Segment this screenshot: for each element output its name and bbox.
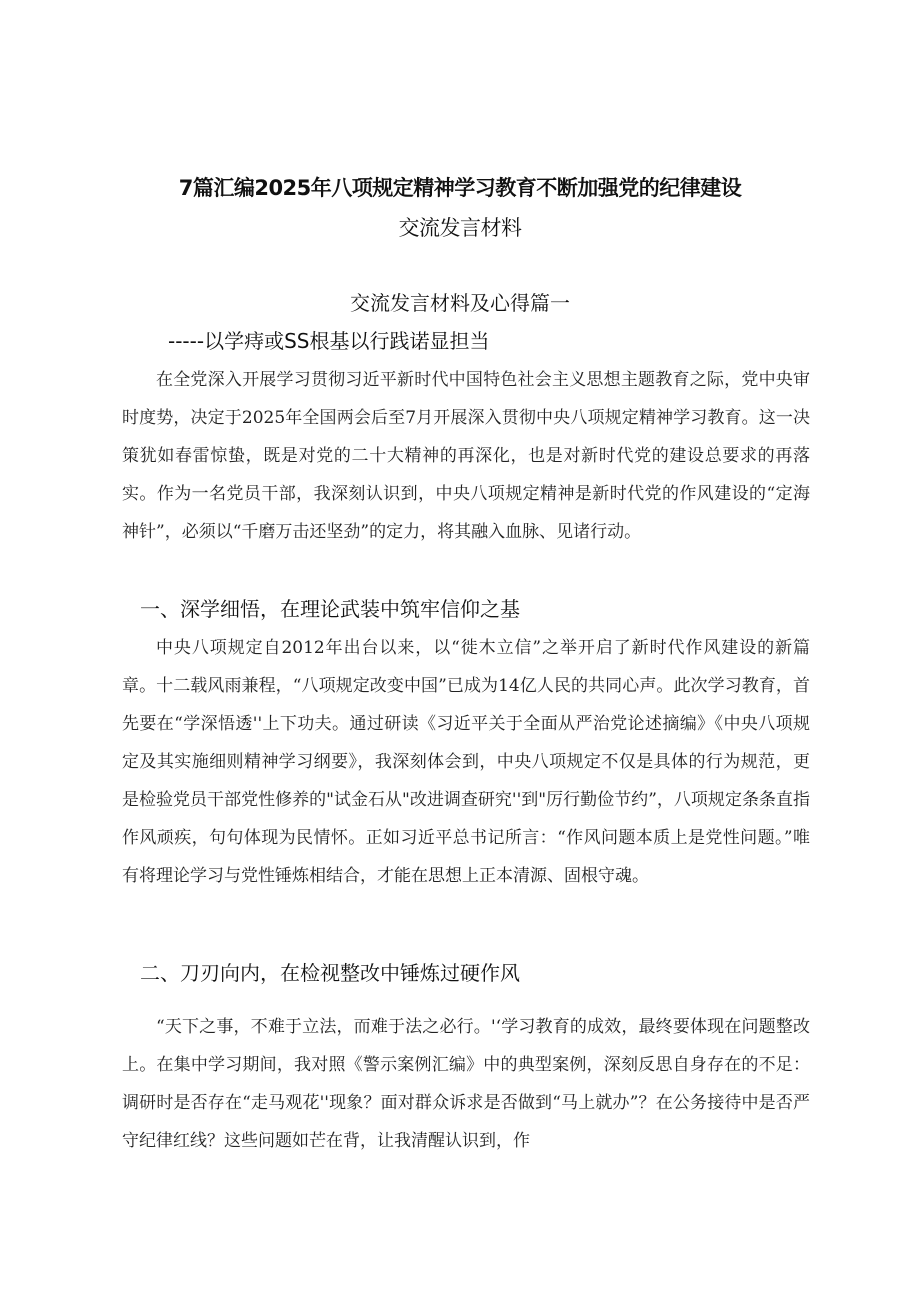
paragraph-section-1: 中央八项规定自2012年出台以来，以“徙木立信”之举开启了新时代作风建设的新篇章。十二载风雨兼程，“八项规定改变中国”已成为14亿人民的共同心声。此次学习教育，首先要在“学深悟透''上下功夫。通过研读《习近平关于全面从严治党论述摘编》《中央八项规定及其实施细则精神学习纲要》，我深刻体会到，中央八项规定不仅是具体的行为规范，更是检验党员干部党性修养的"试金石从"改进调查研究''到"厉行勤俭节约”，八项规定条条直指作风顽疾，句句体现为民情怀。正如习近平总书记所言：“作风问题本质上是党性问题。”唯有将理论学习与党性锤炼相结合，才能在思想上正本清源、固根守魂。 — [122, 638, 810, 886]
document-title-line2: 交流发言材料 — [398, 216, 522, 240]
section-heading-2: 二、刀刃向内，在检视整改中锤炼过硬作风 — [140, 961, 520, 985]
section-heading-1: 一、深学细悟，在理论武装中筑牢信仰之基 — [140, 597, 520, 621]
section-subtitle: 交流发言材料及心得篇一 — [350, 291, 570, 315]
section-tagline: -----以学痔或SS根基以行践诺显担当 — [168, 329, 490, 353]
paragraph-intro: 在全党深入开展学习贯彻习近平新时代中国特色社会主义思想主题教育之际，党中央审时度势，决定于2025年全国两会后至7月开展深入贯彻中央八项规定精神学习教育。这一决策犹如春雷惊蛰，既是对党的二十大精神的再深化，也是对新时代党的建设总要求的再落实。作为一名党员干部，我深刻认识到，中央八项规定精神是新时代党的作风建设的“定海神针”，必须以“千磨万击还坚劲”的定力，将其融入血脉、见诸行动。 — [122, 370, 810, 542]
document-title: 7篇汇编2025年八项规定精神学习教育不断加强党的纪律建设 — [178, 176, 742, 200]
paragraph-section-2: “天下之事，不难于立法，而难于法之必行。'‘学习教育的成效，最终要体现在问题整改上。在集中学习期间，我对照《警示案例汇编》中的典型案例，深刻反思自身存在的不足：调研时是否存在“走马观花''现象？面对群众诉求是否做到“马上就办”？在公务接待中是否严守纪律红线？这些问题如芒在背，让我清醒认识到，作 — [122, 1017, 810, 1151]
